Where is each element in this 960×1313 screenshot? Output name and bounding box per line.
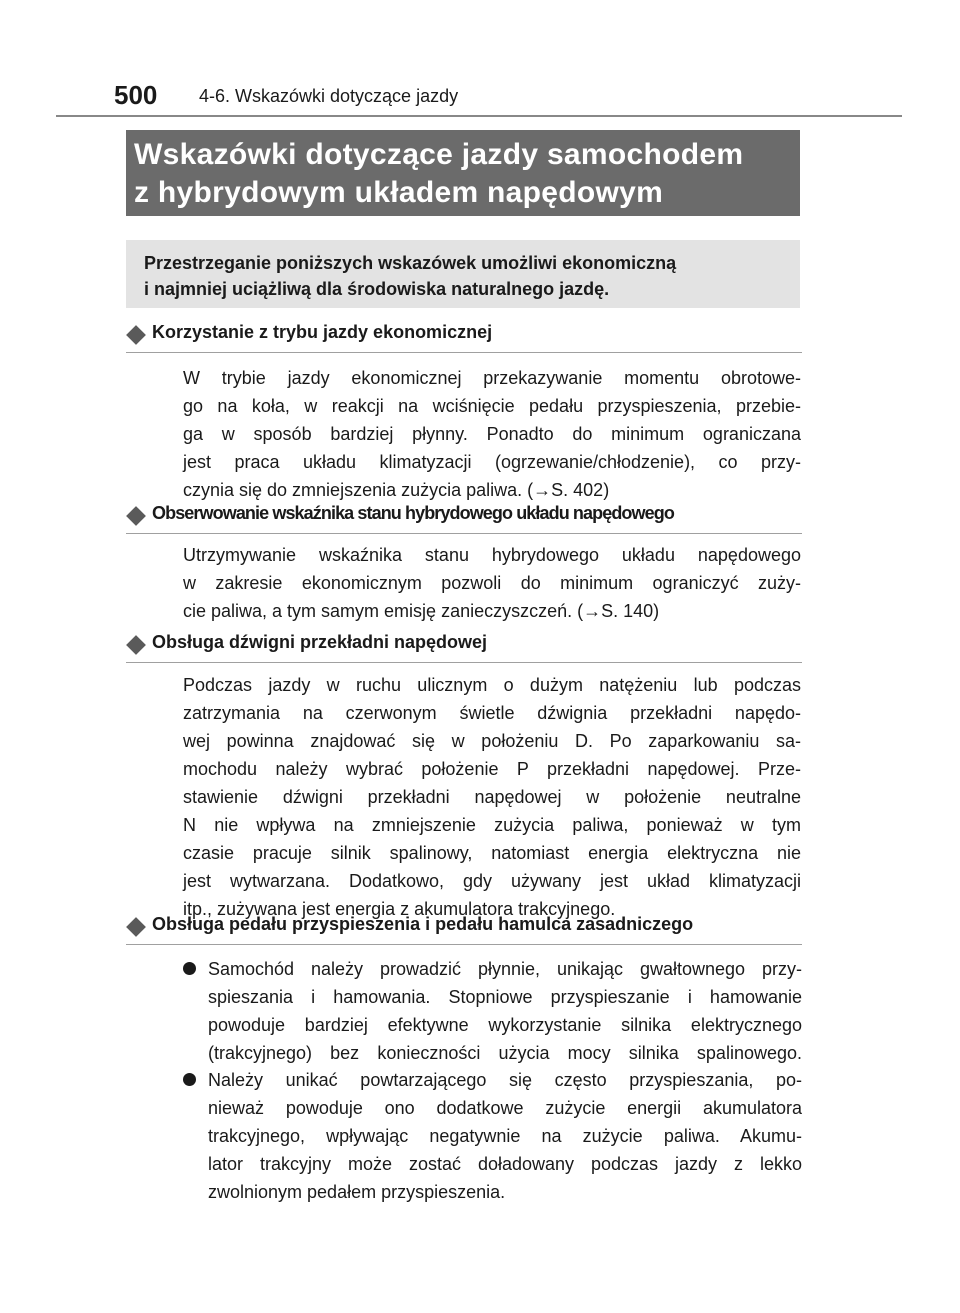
- intro-line: Przestrzeganie poniższych wskazówek umożliwi ekonomiczną: [144, 253, 677, 273]
- text-line: lator trakcyjny może zostać doładowany podczas jazdy z lekko: [208, 1154, 802, 1174]
- text-line: (trakcyjnego) bez konieczności użycia mocy silnika spalinowego.: [208, 1043, 802, 1063]
- text-line: spieszania i hamowania. Stopniowe przyspieszanie i hamowanie: [208, 987, 802, 1007]
- section-title: Obsługa pedału przyspieszenia i pedału hamulca zasadniczego: [152, 914, 694, 934]
- text-line: ga w sposób bardziej płynny. Ponadto do minimum ograniczana: [183, 424, 801, 444]
- bullet-item: [208, 1066, 802, 1206]
- text-line: zatrzymania na czerwonym świetle dźwignia przekładni napędo-: [183, 703, 801, 723]
- title-line: Wskazówki dotyczące jazdy samochodem: [134, 138, 744, 171]
- bullet-item: [208, 955, 802, 1067]
- section-title: Obsługa dźwigni przekładni napędowej: [152, 632, 488, 652]
- section-shift-lever: [126, 632, 802, 663]
- text-line: powoduje bardziej efektywne wykorzystanie silnika elektrycznego: [208, 1015, 802, 1035]
- text-line: cie paliwa, a tym samym emisję zanieczyszczeń. (→S. 140): [183, 601, 660, 621]
- text-line: jest praca układu klimatyzacji (ogrzewanie/chłodzenie), co przy-: [183, 452, 801, 472]
- section-heading: [126, 322, 802, 353]
- section-reference: 4-6. Wskazówki dotyczące jazdy: [199, 86, 459, 106]
- diamond-bullet-icon: [126, 917, 146, 937]
- header-divider: [56, 115, 902, 117]
- text-line: stawienie dźwigni przekładni napędowej w położenie neutralne: [183, 787, 801, 807]
- text-line: Należy unikać powtarzającego się często przyspieszania, po-: [208, 1070, 802, 1090]
- paragraph: [183, 671, 801, 923]
- diamond-bullet-icon: [126, 635, 146, 655]
- text-line: Podczas jazdy w ruchu ulicznym o dużym natężeniu lub podczas: [183, 675, 801, 695]
- text-line: nieważ powoduje ono dodatkowe zużycie energii akumulatora: [208, 1098, 802, 1118]
- section-title: Obserwowanie wskaźnika stanu hybrydowego układu napędowego: [152, 503, 674, 523]
- text-line: zwolnionym pedałem przyspieszenia.: [208, 1182, 506, 1202]
- text-line: czynia się do zmniejszenia zużycia paliwa. (→S. 402): [183, 480, 610, 500]
- text-line: jest wytwarzana. Dodatkowo, gdy używany jest układ klimatyzacji: [183, 871, 801, 891]
- text-line: czasie pracuje silnik spalinowy, natomiast energia elektryczna nie: [183, 843, 801, 863]
- section-eco-mode: [126, 322, 802, 353]
- page-number: 500: [114, 80, 158, 110]
- intro-box: [126, 240, 800, 308]
- text-line: itp., zużywana jest energia z akumulatora trakcyjnego.: [183, 899, 616, 919]
- section-pedals: [126, 914, 802, 945]
- section-heading: [126, 632, 802, 663]
- bullet-dot-icon: [183, 1073, 196, 1086]
- text-line: N nie wpływa na zmniejszenie zużycia paliwa, ponieważ w tym: [183, 815, 801, 835]
- text-line: Samochód należy prowadzić płynnie, unikając gwałtownego przy-: [208, 959, 802, 979]
- text-line: Utrzymywanie wskaźnika stanu hybrydowego układu napędowego: [183, 545, 801, 565]
- paragraph: [183, 364, 801, 504]
- title-line: z hybrydowym układem napędowym: [134, 176, 664, 209]
- diamond-bullet-icon: [126, 506, 146, 526]
- section-title: Korzystanie z trybu jazdy ekonomicznej: [152, 322, 493, 342]
- text-line: go na koła, w reakcji na wciśnięcie pedału przyspieszenia, przebie-: [183, 396, 801, 416]
- bullet-dot-icon: [183, 962, 196, 975]
- page-header: [114, 80, 902, 116]
- section-heading: [126, 914, 802, 945]
- text-line: mochodu należy wybrać położenie P przekładni napędowej. Prze-: [183, 759, 801, 779]
- text-line: trakcyjnego, wpływając negatywnie na zużycie paliwa. Akumu-: [208, 1126, 802, 1146]
- text-line: w zakresie ekonomicznym pozwoli do minimum ograniczyć zuży-: [183, 573, 801, 593]
- text-line: wej powinna znajdować się w położeniu D. Po zaparkowaniu sa-: [183, 731, 801, 751]
- paragraph: [183, 541, 801, 625]
- section-hybrid-indicator: [126, 503, 802, 534]
- section-heading: [126, 503, 802, 534]
- diamond-bullet-icon: [126, 325, 146, 345]
- intro-line: i najmniej uciążliwą dla środowiska naturalnego jazdę.: [144, 279, 610, 299]
- page-title: [126, 130, 800, 216]
- text-line: W trybie jazdy ekonomicznej przekazywanie momentu obrotowe-: [183, 368, 801, 388]
